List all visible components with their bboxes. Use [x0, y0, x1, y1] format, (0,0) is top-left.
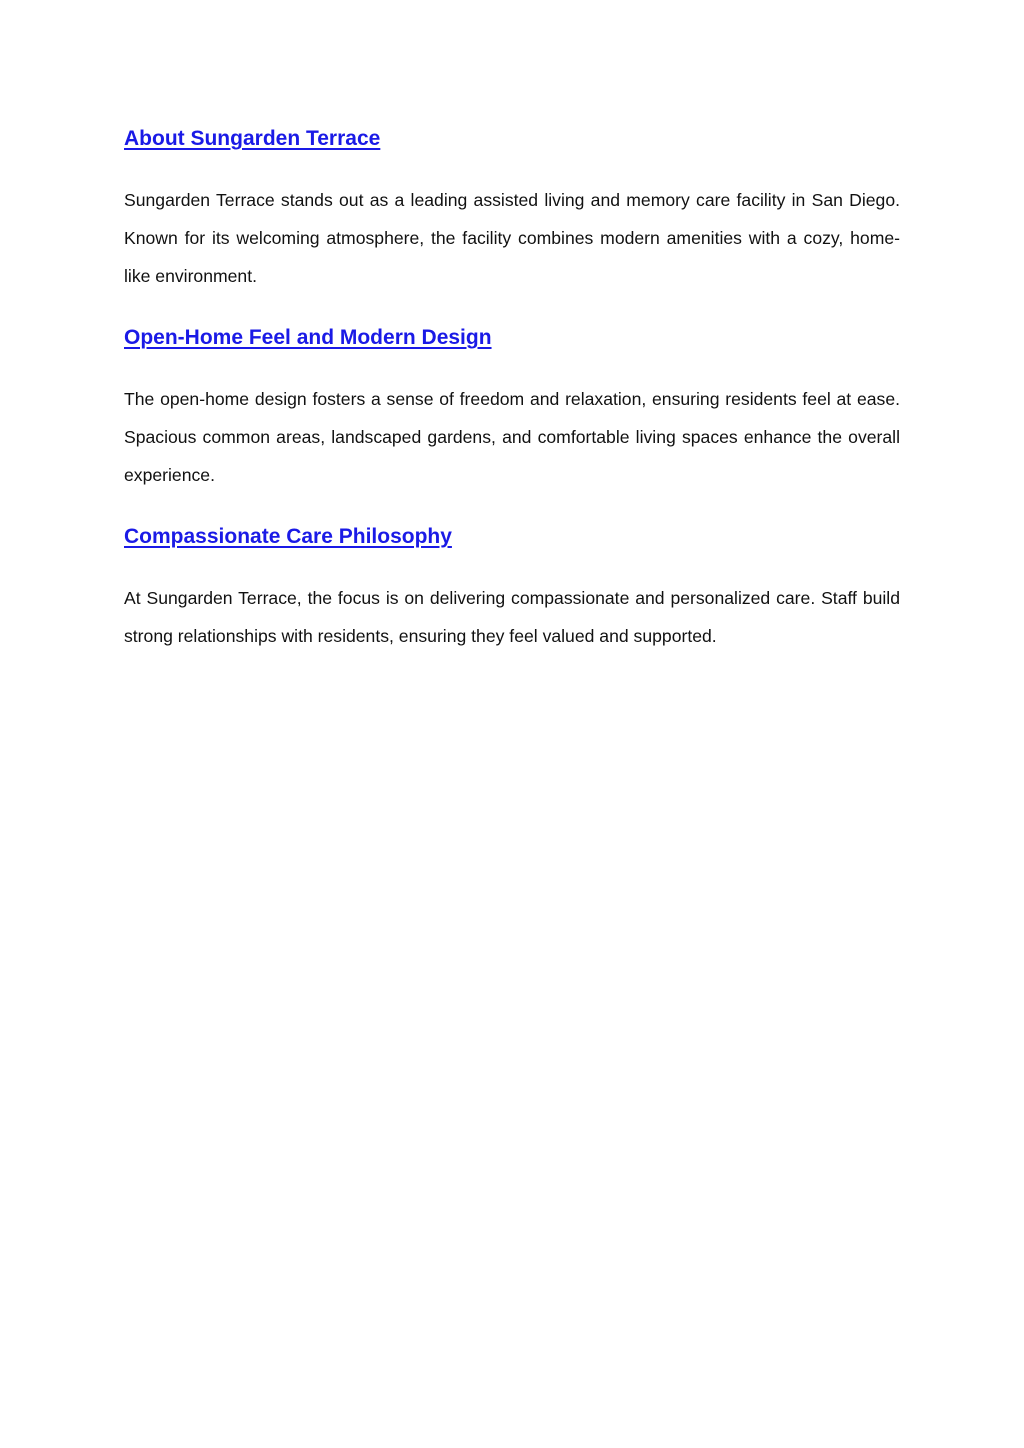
paragraph-care-philosophy: At Sungarden Terrace, the focus is on delivering compassionate and personalized care. Staff build strong relationships with residents, ensuring they feel valued and supported. — [124, 588, 900, 646]
heading-open-home-feel[interactable]: Open-Home Feel and Modern Design — [124, 326, 492, 349]
section-care-philosophy — [124, 516, 900, 655]
document-page — [124, 118, 900, 677]
section-about — [124, 118, 900, 295]
section-open-home — [124, 317, 900, 494]
heading-compassionate-care[interactable]: Compassionate Care Philosophy — [124, 525, 452, 548]
paragraph-about: Sungarden Terrace stands out as a leading assisted living and memory care facility in San Diego. Known for its welcoming atmosphere, the facility combines modern amenities with a cozy, home-like environment. — [124, 190, 900, 286]
paragraph-open-home: The open-home design fosters a sense of freedom and relaxation, ensuring residents feel at ease. Spacious common areas, landscaped gardens, and comfortable living spaces enhance the overall experience. — [124, 389, 900, 485]
heading-about-sungarden-terrace[interactable]: About Sungarden Terrace — [124, 127, 381, 150]
